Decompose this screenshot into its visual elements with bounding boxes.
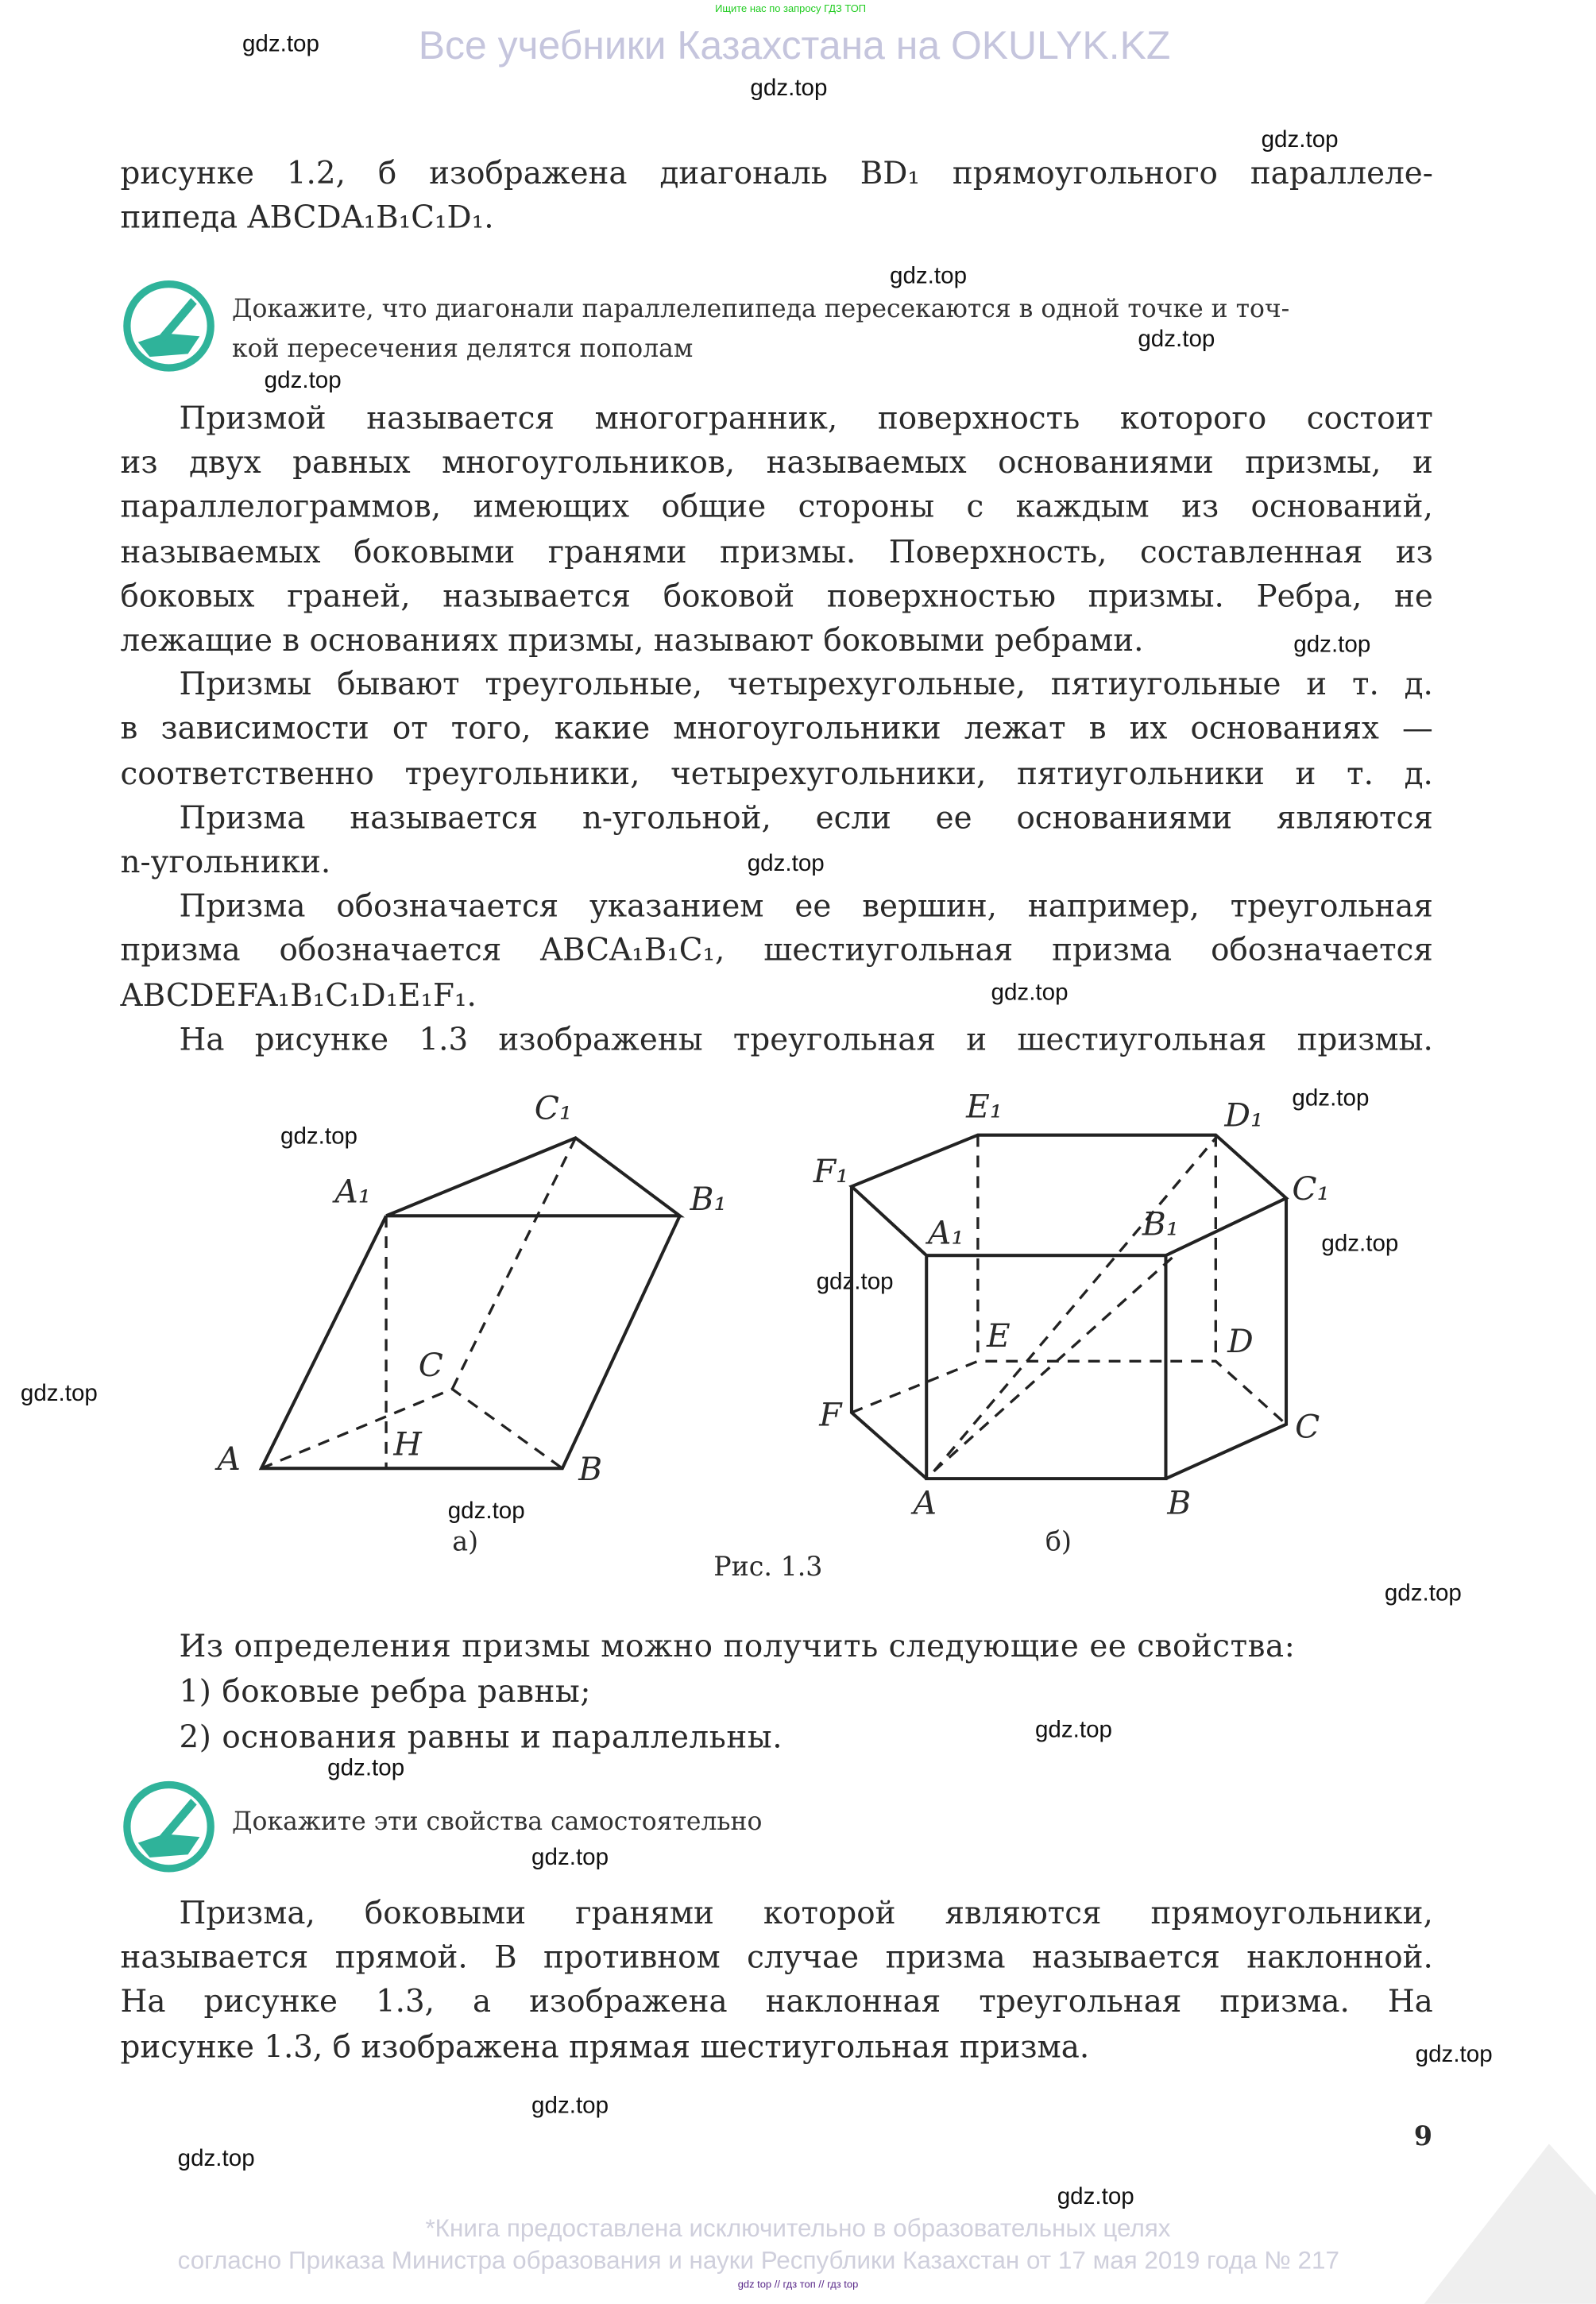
site-banner[interactable]: Все учебники Казахстана на OKULYK.KZ — [418, 23, 1171, 68]
watermark: gdz.top — [20, 1382, 98, 1407]
watermark: gdz.top — [890, 264, 968, 290]
vertex-label: F — [819, 1397, 842, 1435]
vertex-label: C — [418, 1347, 443, 1385]
text-line: Призма называется n-угольной, если ее основаниями являются — [179, 799, 1433, 836]
watermark: gdz.top — [1261, 127, 1339, 153]
watermark: gdz.top — [177, 2147, 255, 2172]
figure-hexagonal-prism — [837, 1116, 1306, 1498]
property-2: 2) основания равны и параллельны. — [179, 1719, 783, 1755]
text-line: параллелограммов, имеющих общие стороны с каждым из оснований, — [120, 489, 1433, 525]
text-line: кой пересечения делятся пополам — [232, 334, 694, 365]
subfigure-label-b: б) — [1045, 1527, 1072, 1558]
property-1: 1) боковые ребра равны; — [179, 1673, 591, 1710]
watermark: gdz.top — [1057, 2185, 1134, 2210]
watermark: gdz.top — [447, 1499, 525, 1525]
vertex-label: C — [1295, 1409, 1320, 1447]
watermark: gdz.top — [1292, 1086, 1370, 1112]
watermark: gdz.top — [327, 1756, 405, 1781]
vertex-label: E — [986, 1318, 1011, 1355]
properties-intro: Из определения призмы можно получить следующие ее свойства: — [179, 1628, 1296, 1664]
watermark: gdz.top — [280, 1124, 358, 1150]
footer-notice-line2: согласно Приказа Министра образования и науки Республики Казахстан от 17 мая 2019 года № 217 — [177, 2246, 1339, 2275]
vertex-label: B₁ — [1142, 1207, 1180, 1244]
task-prove-properties: Докажите эти свойства самостоятельно — [232, 1807, 763, 1838]
text-line: Докажите, что диагонали параллелепипеда пересекаются в одной точке и точ- — [232, 295, 1290, 325]
text-line: называемых боковыми гранями призмы. Поверхность, составленная из — [120, 534, 1433, 570]
footer-links[interactable]: gdz top // гдз топ // гдз top — [737, 2280, 859, 2291]
watermark: gdz.top — [1138, 327, 1215, 353]
watermark: gdz.top — [750, 76, 828, 102]
watermark: gdz.top — [242, 32, 319, 58]
intro-paragraph — [121, 151, 1433, 240]
watermark: gdz.top — [747, 851, 825, 877]
vertex-label: A₁ — [928, 1216, 964, 1253]
right-prism-paragraph — [121, 1891, 1433, 2068]
text-line: из двух равных многоугольников, называемых основаниями призмы, и — [120, 445, 1433, 481]
figure-triangular-prism — [206, 1079, 763, 1564]
page-number: 9 — [1413, 2121, 1432, 2153]
watermark: gdz.top — [1321, 1231, 1399, 1258]
vertex-label: B — [1167, 1486, 1192, 1523]
vertex-label: D₁ — [1224, 1098, 1264, 1135]
search-hint: Ищите нас по запросу ГДЗ ТОП — [715, 4, 867, 15]
watermark: gdz.top — [1293, 632, 1371, 658]
text-line: соответственно треугольники, четырехугольники, пятиугольники и т. д. — [120, 756, 1433, 791]
text-line: лежащие в основаниях призмы, называют боковыми ребрами. — [120, 622, 1144, 659]
watermark: gdz.top — [531, 2093, 609, 2119]
text-line: ABCDEFA₁B₁C₁D₁E₁F₁. — [120, 977, 477, 1013]
watermark: gdz.top — [816, 1270, 894, 1296]
text-line: рисунке 1.3, б изображена прямая шестиугольная призма. — [120, 2028, 1090, 2064]
pencil-task-icon — [121, 277, 218, 374]
subfigure-label-a: а) — [452, 1527, 479, 1558]
vertex-label: A — [913, 1486, 937, 1523]
text-line: Призма, боковыми гранями которой являются прямоугольники, — [179, 1896, 1433, 1931]
text-line: называется прямой. В противном случае призма называется наклонной. — [120, 1939, 1433, 1976]
vertex-label: B — [578, 1452, 603, 1490]
vertex-label: H — [393, 1427, 422, 1464]
figure-caption: Рис. 1.3 — [713, 1552, 823, 1583]
vertex-label: D — [1227, 1324, 1254, 1362]
vertex-label: F₁ — [813, 1154, 849, 1191]
text-line: На рисунке 1.3, а изображена наклонная треугольная призма. На — [120, 1984, 1433, 2020]
vertex-label: A₁ — [334, 1174, 372, 1212]
text-line: Призмы бывают треугольные, четырехугольные, пятиугольные и т. д. — [179, 667, 1433, 702]
text-line: в зависимости от того, какие многоугольники лежат в их основаниях — — [120, 711, 1433, 747]
text-line: рисунке 1.2, б изображена диагональ BD₁ прямоугольного параллеле- — [120, 155, 1433, 191]
vertex-label: C₁ — [1292, 1171, 1330, 1209]
text-line: боковых граней, называется боковой поверхностью призмы. Ребра, не — [120, 578, 1433, 614]
watermark: gdz.top — [1415, 2042, 1493, 2068]
vertex-label: C₁ — [534, 1091, 573, 1128]
text-line: На рисунке 1.3 изображены треугольная и шестиугольная призмы. — [179, 1022, 1433, 1057]
text-line: n-угольники. — [120, 844, 331, 880]
task-prove-diagonals — [232, 291, 1289, 370]
vertex-label: A — [217, 1441, 241, 1479]
text-line: Призма обозначается указанием ее вершин, например, треугольная — [179, 888, 1433, 924]
watermark: gdz.top — [1034, 1718, 1112, 1743]
watermark: gdz.top — [1384, 1581, 1462, 1606]
vertex-label: E₁ — [966, 1089, 1003, 1127]
text-line: призма обозначается ABCA₁B₁C₁, шестиугольная призма обозначается — [120, 933, 1433, 968]
watermark: gdz.top — [264, 368, 342, 394]
text-line: Призмой называется многогранник, поверхность которого состоит — [179, 400, 1433, 436]
watermark: gdz.top — [531, 1846, 609, 1871]
watermark: gdz.top — [991, 980, 1069, 1007]
vertex-label: B₁ — [690, 1181, 727, 1220]
text-line: пипеда ABCDA₁B₁C₁D₁. — [120, 199, 494, 236]
pencil-task-icon — [121, 1778, 218, 1875]
footer-notice-line1: *Книга предоставлена исключительно в образовательных целях — [425, 2214, 1171, 2243]
prism-definition-paragraph — [121, 396, 1433, 1061]
